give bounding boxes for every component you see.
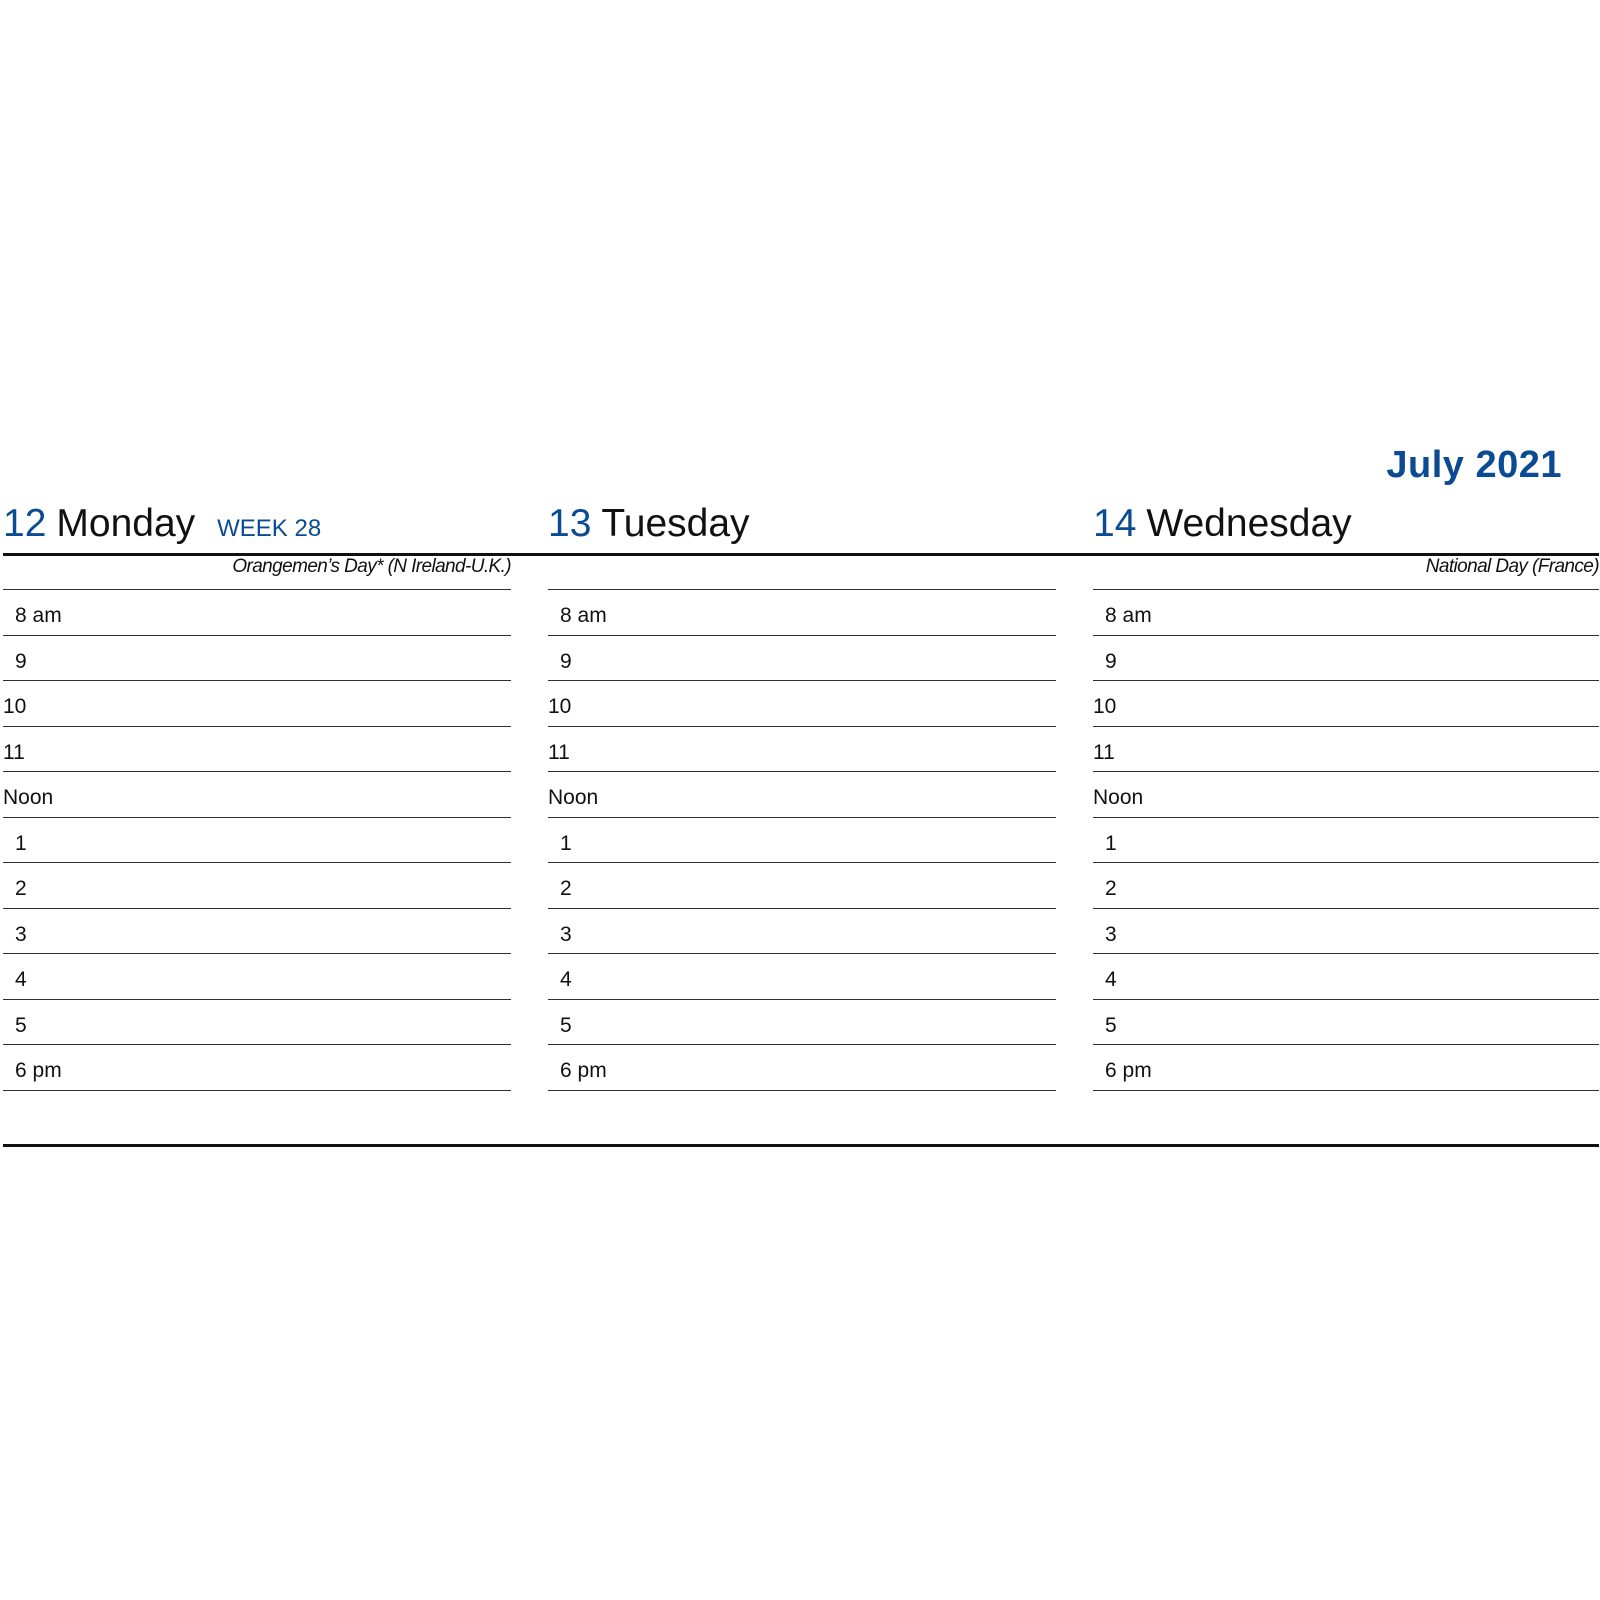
time-label: 6 pm: [15, 1059, 62, 1082]
time-slot[interactable]: [548, 636, 1056, 682]
time-slot[interactable]: [1093, 909, 1599, 955]
time-label: Noon: [1093, 786, 1144, 809]
time-label: 2: [15, 877, 27, 900]
time-slot[interactable]: [3, 681, 511, 727]
time-label: 4: [1105, 968, 1117, 991]
time-label: 10: [548, 695, 572, 718]
time-label: 2: [1105, 877, 1117, 900]
time-label: 3: [1105, 922, 1117, 946]
time-slot[interactable]: [1093, 954, 1599, 1000]
time-slot[interactable]: [3, 772, 511, 818]
time-slot[interactable]: [3, 1045, 511, 1091]
time-label: 8 am: [560, 604, 607, 627]
time-slot[interactable]: [548, 681, 1056, 727]
time-label: 10: [3, 695, 27, 718]
time-slot-list: [3, 590, 511, 1091]
time-label: 9: [15, 649, 27, 673]
time-slot[interactable]: [548, 818, 1056, 864]
day-column-monday: [3, 502, 511, 1091]
time-label: 4: [560, 968, 572, 991]
time-slot[interactable]: [3, 636, 511, 682]
time-slot[interactable]: [3, 1000, 511, 1046]
time-slot[interactable]: [1093, 818, 1599, 864]
day-header: [1093, 502, 1599, 545]
week-label: WEEK 28: [217, 515, 322, 542]
time-slot[interactable]: [1093, 1045, 1599, 1091]
holiday-row[interactable]: [3, 543, 511, 590]
time-label: 8 am: [15, 604, 62, 627]
time-label: 6 pm: [1105, 1059, 1152, 1082]
time-slot[interactable]: [1093, 863, 1599, 909]
time-slot[interactable]: [548, 1045, 1056, 1091]
day-number: 12: [3, 502, 47, 545]
holiday-note: Orangemen’s Day* (N Ireland-U.K.): [232, 556, 511, 577]
day-column-wednesday: [1093, 502, 1599, 1091]
time-label: 10: [1093, 695, 1117, 718]
time-label: 11: [1093, 740, 1115, 764]
time-label: 5: [15, 1013, 27, 1037]
time-slot[interactable]: [3, 590, 511, 636]
holiday-row[interactable]: [548, 543, 1056, 590]
time-slot[interactable]: [1093, 636, 1599, 682]
time-label: 8 am: [1105, 604, 1152, 627]
time-label: Noon: [548, 786, 599, 809]
time-slot[interactable]: [3, 863, 511, 909]
time-slot[interactable]: [548, 590, 1056, 636]
time-slot[interactable]: [548, 727, 1056, 773]
time-slot[interactable]: [3, 727, 511, 773]
time-label: 1: [15, 831, 27, 855]
time-slot[interactable]: [548, 954, 1056, 1000]
footer-divider: [3, 1144, 1599, 1147]
day-column-tuesday: [548, 502, 1056, 1091]
day-name: Monday: [56, 502, 196, 545]
time-slot[interactable]: [548, 909, 1056, 955]
time-slot-list: [1093, 590, 1599, 1091]
time-slot[interactable]: [1093, 1000, 1599, 1046]
time-slot[interactable]: [548, 1000, 1056, 1046]
day-name: Tuesday: [601, 502, 750, 545]
time-slot[interactable]: [1093, 727, 1599, 773]
day-number: 13: [548, 502, 592, 545]
time-slot-list: [548, 590, 1056, 1091]
holiday-note: National Day (France): [1425, 556, 1599, 577]
month-year-title: July 2021: [1386, 444, 1562, 486]
time-slot[interactable]: [1093, 590, 1599, 636]
time-label: 3: [560, 922, 572, 946]
time-label: 11: [548, 740, 570, 764]
time-slot[interactable]: [1093, 772, 1599, 818]
time-slot[interactable]: [548, 863, 1056, 909]
day-header: [548, 502, 1056, 545]
time-label: 4: [15, 968, 27, 991]
day-name: Wednesday: [1146, 502, 1352, 545]
time-label: 5: [1105, 1013, 1117, 1037]
time-label: 9: [560, 649, 572, 673]
day-header: [3, 502, 511, 545]
time-label: 1: [560, 831, 572, 855]
time-label: 6 pm: [560, 1059, 607, 1082]
time-label: 2: [560, 877, 572, 900]
time-slot[interactable]: [3, 818, 511, 864]
holiday-row[interactable]: [1093, 543, 1599, 590]
time-label: 5: [560, 1013, 572, 1037]
time-slot[interactable]: [3, 954, 511, 1000]
time-slot[interactable]: [548, 772, 1056, 818]
time-label: 9: [1105, 649, 1117, 673]
time-label: 3: [15, 922, 27, 946]
time-label: 1: [1105, 831, 1117, 855]
time-slot[interactable]: [3, 909, 511, 955]
time-label: Noon: [3, 786, 54, 809]
day-number: 14: [1093, 502, 1137, 545]
time-label: 11: [3, 740, 25, 764]
time-slot[interactable]: [1093, 681, 1599, 727]
